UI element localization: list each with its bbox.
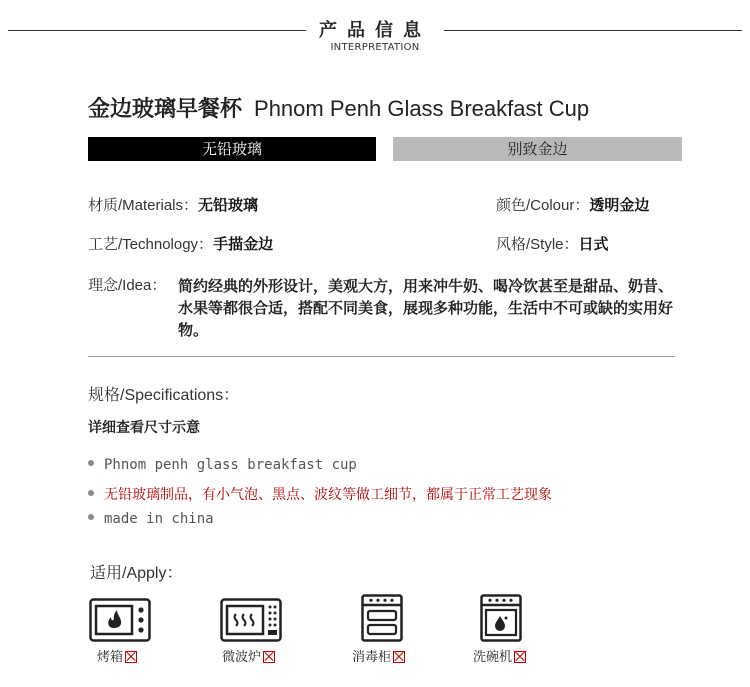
apply-item-dishwasher (473, 646, 526, 665)
not-applicable-icon (125, 651, 137, 663)
sterilizer-cabinet-icon (361, 594, 403, 642)
specifications-key: 规格/Specifications： (88, 387, 240, 404)
apply-item-label: 微波炉 (222, 650, 262, 665)
attr-materials-key: 材质/Materials： (88, 197, 199, 214)
apply-key: 适用/Apply： (90, 565, 183, 582)
product-name-cn: 金边玻璃早餐杯 (88, 97, 243, 122)
apply-item-label: 洗碗机 (473, 650, 513, 665)
not-applicable-icon (514, 651, 526, 663)
section-title: 产品信息 (319, 20, 431, 41)
attr-materials-value: 无铅玻璃 (198, 196, 259, 214)
apply-item-label: 烤箱 (97, 650, 124, 665)
note-text: 无铅玻璃制品，有小气泡、黑点、波纹等做工细节，都属于正常工艺现象 (104, 487, 552, 503)
note-text: made in china (104, 511, 214, 527)
attr-technology-key: 工艺/Technology： (88, 236, 214, 253)
bullet-dot-icon (88, 460, 94, 466)
dishwasher-icon (480, 594, 522, 642)
attr-technology (88, 233, 273, 254)
product-name-en: Phnom Penh Glass Breakfast Cup (254, 96, 590, 121)
tag-gold-rim: 别致金边 (393, 137, 682, 161)
apply-item-sterilizer (352, 646, 405, 665)
attr-colour (496, 194, 649, 215)
attr-style (496, 233, 609, 254)
apply-item-microwave (222, 646, 275, 665)
apply-item-oven (97, 646, 137, 665)
attr-style-key: 风格/Style： (496, 236, 579, 253)
attr-idea-value: 简约经典的外形设计，美观大方，用来冲牛奶、喝冷饮甚至是甜品、奶昔、水果等都很合适，搭配不同美食，展现多种功能，生活中不可或缺的实用好物。 (178, 277, 674, 339)
section-divider (88, 356, 675, 357)
tag-lead-free-glass: 无铅玻璃 (88, 137, 376, 161)
attr-colour-key: 颜色/Colour： (496, 197, 590, 214)
not-applicable-icon (263, 651, 275, 663)
specifications-note: 详细查看尺寸示意 (88, 420, 200, 436)
note-item (88, 457, 357, 473)
note-text: Phnom penh glass breakfast cup (104, 457, 357, 473)
attr-technology-value: 手描金边 (213, 235, 274, 253)
bullet-dot-icon (88, 514, 94, 520)
attr-idea-key: 理念/Idea： (88, 277, 167, 294)
bullet-dot-icon (88, 490, 94, 496)
microwave-icon (220, 598, 282, 642)
apply-item-label: 消毒柜 (352, 650, 392, 665)
not-applicable-icon (393, 651, 405, 663)
attr-materials (88, 194, 258, 215)
note-item (88, 511, 214, 527)
product-title (88, 92, 589, 123)
attr-style-value: 日式 (578, 235, 609, 253)
note-item-warning (88, 484, 552, 504)
oven-icon (89, 598, 151, 642)
attr-colour-value: 透明金边 (589, 196, 650, 214)
section-subtitle: INTERPRETATION (330, 42, 420, 53)
